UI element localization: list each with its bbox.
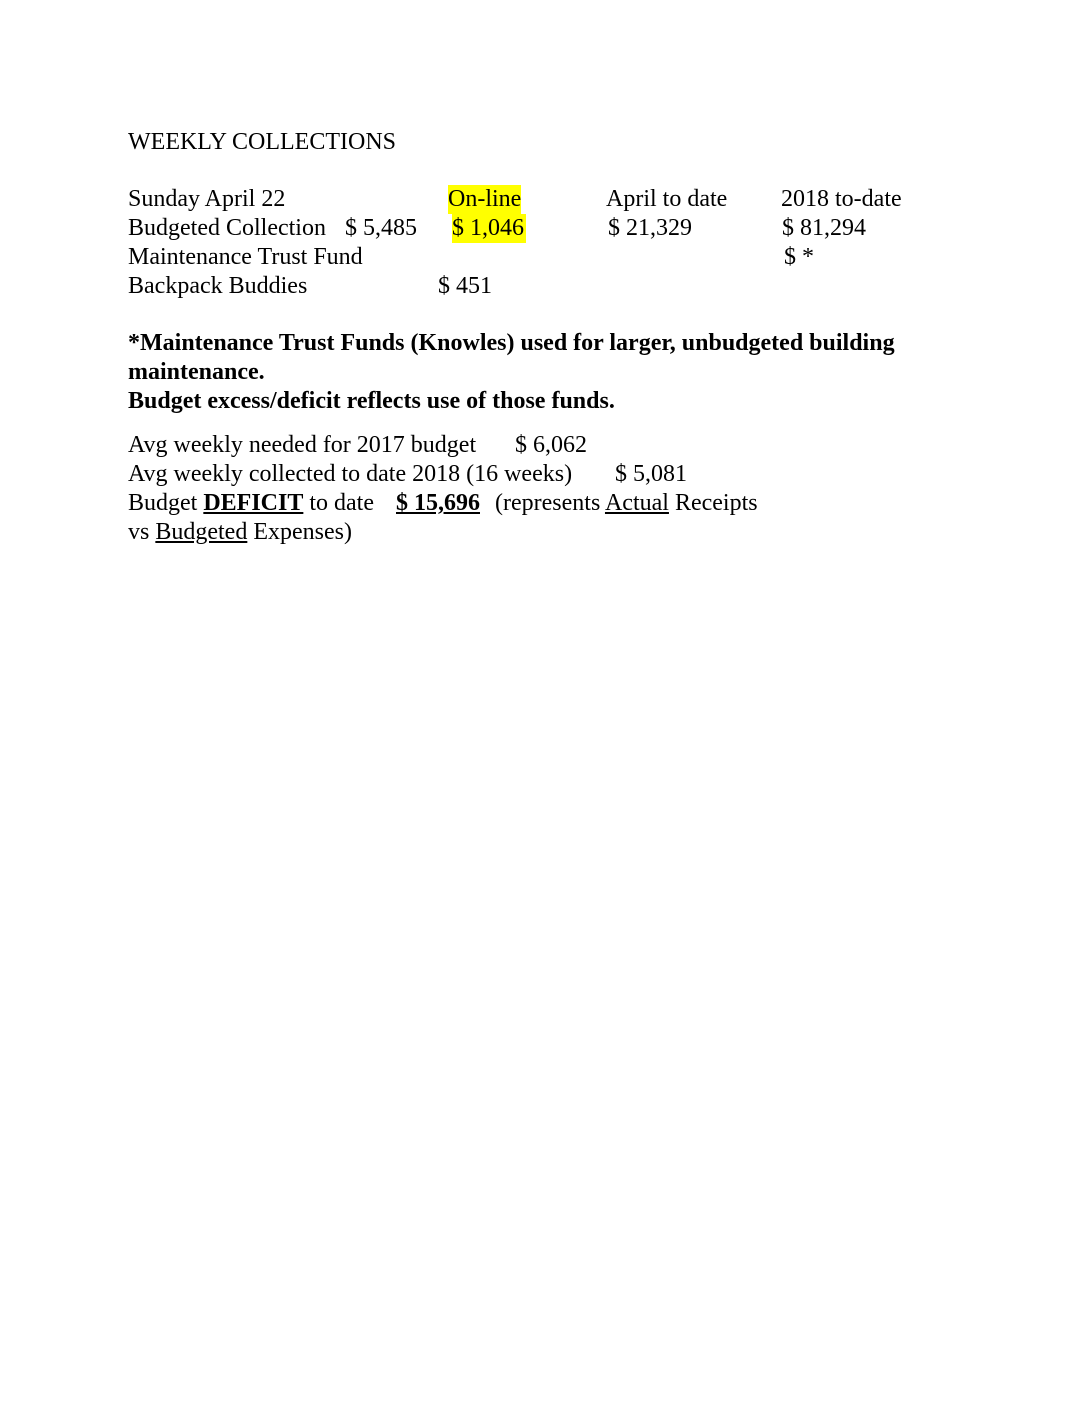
budgeted-word: Budgeted [155, 519, 248, 545]
backpack-buddies-amount: $ 451 [438, 273, 492, 299]
budget-deficit-line [128, 489, 374, 518]
maintenance-trust-fund-label: Maintenance Trust Fund [128, 244, 363, 270]
deficit-value: $ 15,696 [396, 490, 480, 516]
maintenance-note-line-2: maintenance. [128, 359, 265, 385]
avg-weekly-needed-label: Avg weekly needed for 2017 budget [128, 432, 477, 458]
avg-weekly-needed-value: $ 6,062 [515, 432, 587, 458]
online-column-header: On-line [448, 186, 522, 212]
vs-text: vs [128, 519, 156, 545]
avg-weekly-collected-value: $ 5,081 [615, 461, 687, 487]
deficit-prefix: Budget [128, 490, 204, 516]
year-to-date-amount: $ 81,294 [782, 215, 866, 241]
deficit-explanation-line-2 [128, 518, 352, 547]
page-title: WEEKLY COLLECTIONS [128, 129, 396, 155]
budgeted-collection-label: Budgeted Collection [128, 215, 326, 241]
deficit-suffix-2: Receipts [668, 490, 758, 516]
budgeted-collection-amount: $ 5,485 [345, 215, 417, 241]
maintenance-note-line-1: *Maintenance Trust Funds (Knowles) used for larger, unbudgeted building [128, 330, 895, 356]
avg-weekly-collected-label: Avg weekly collected to date 2018 (16 weeks) [128, 461, 573, 487]
expenses-text: Expenses) [247, 519, 352, 545]
deficit-suffix-1: (represents [495, 490, 605, 516]
backpack-buddies-label: Backpack Buddies [128, 273, 308, 299]
deficit-explanation [495, 489, 758, 518]
sunday-date-label: Sunday April 22 [128, 186, 286, 212]
deficit-mid: to date [303, 490, 374, 516]
budget-note-line: Budget excess/deficit reflects use of those funds. [128, 388, 615, 414]
actual-word: Actual [604, 490, 669, 516]
year-to-date-header: 2018 to-date [781, 186, 902, 212]
maintenance-year-to-date: $ * [784, 244, 814, 270]
online-amount: $ 1,046 [452, 215, 524, 241]
april-to-date-header: April to date [606, 186, 728, 212]
april-to-date-amount: $ 21,329 [608, 215, 692, 241]
deficit-word: DEFICIT [203, 490, 304, 516]
